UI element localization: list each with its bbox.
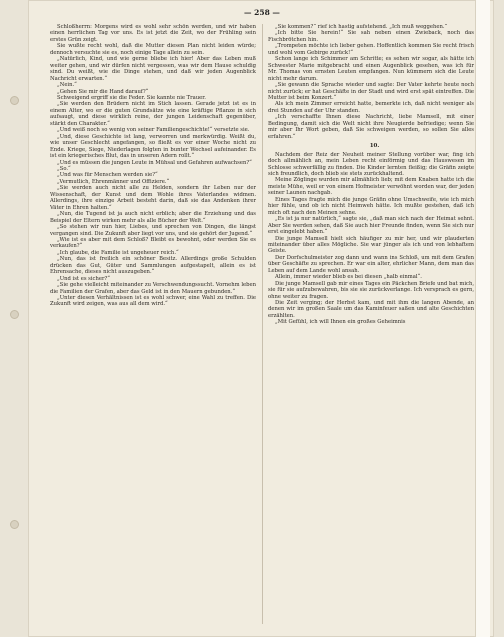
paragraph: „Und es müssen die jungen Leute in Mühsal und Gefahren aufwachsen?“ <box>57 159 252 166</box>
binding-hole <box>10 310 19 319</box>
newspaper-page <box>28 0 494 637</box>
left-column <box>50 24 256 629</box>
paragraph: „Und, diese Geschichte ist lang, verworren und merkwürdig. Weißt du, wie unser Geschlecht angefangen, so fließt es vor einer Woche nicht zu Ende. Kriege, Siege, Niederlagen folgten in bunter Wechsel aufeinander. Es ist ein kriegerisches Blut, das in unseren Adern rollt.“ <box>50 133 256 160</box>
paragraph: „Es ist ja nur natürlich,“ sagte sie, „daß man sich nach der Heimat sehnt. Aber Sie werden sehen, daß Sie auch hier Freunde finden, wenn Sie sich nur erst eingelebt haben.“ <box>268 216 474 236</box>
paragraph: „Mit Gefühl, ich will Ihnen ein großes Geheimnis <box>275 319 406 326</box>
right-column <box>268 24 474 629</box>
paragraph: „Nun, die Tugend ist ja auch nicht erblich; aber die Erziehung und das Beispiel der Eltern wirken mehr als alle Bücher der Welt.“ <box>50 211 256 224</box>
paragraph: Der Dorfschulmeister zog dann und wann ins Schloß, um mit dem Grafen über Geschäfte zu sprechen. Er war ein alter, ehrlicher Mann, dem man das Leben auf dem Lande wohl ansah. <box>268 254 474 274</box>
section-number: 10. <box>369 143 380 150</box>
paragraph: „Nun, das ist freilich ein schöner Besitz. Allerdings große Schulden drücken das Gut, Güter und Sammlungen aufgestapelt, allein es ist Ehrensache, dieses nicht auszugeben.“ <box>50 256 256 276</box>
paragraph: Nachdem der Reiz der Neuheit meiner Stellung vorüber war, fing ich doch allmählich an, mein Leben recht einförmig und das Hauswesen im Schlosse schwerfällig zu finden. Die Kinder lernten fleißig; die Gräfin zeigte sich freundlich, doch blieb sie stets zurückhaltend. <box>268 151 474 177</box>
paragraph: „Sie werden den Brüdern nicht im Stich lassen. Gerade jetzt ist es in einem Alter, wo er die guten Grundsätze wie eine kräftige Pflanze in sich aufsaugt, und diese wirklich reine, der jungen Leidenschaft gegenüber, stärkt den Charakter.“ <box>50 101 256 127</box>
paragraph: „Sie werden auch nicht alle zu Helden, sondern ihr Leben nur der Wissenschaft, der Kunst und dem Wohle ihres Vaterlandes widmen. Allerdings, ihre einzige Arbeit besteht darin, daß sie das Andenken ihrer Väter in Ehren halten.“ <box>50 185 256 211</box>
paragraph: „Nein.“ <box>57 82 77 89</box>
paragraph: „Gehen Sie mir die Hand darauf?“ <box>57 88 149 95</box>
paragraph: „Und ist es sicher?“ <box>57 275 110 282</box>
paragraph: „Sie kommen?“ rief ich hastig aufstehend. „Ich muß weggehen.“ <box>275 24 448 30</box>
paragraph: „Und was für Menschen werden sie?“ <box>57 172 158 179</box>
paragraph: „Trompeten möchte ich lieber gehen. Hoffentlich kommen Sie recht frisch und wohl vom Gebirge zurück!“ <box>268 43 474 56</box>
text-sheet <box>50 8 474 631</box>
paragraph: Schweigend ergriff sie die Feder. Sie kannte nie Trauer. <box>57 94 206 101</box>
binding-hole <box>10 96 19 105</box>
page-number: — 258 — <box>244 8 280 17</box>
paragraph: Schloßherrn: Morgens wird es wohl sehr schön werden, und wir haben einen herrlichen Tag vor uns. Es ist jetzt die Zeit, wo der Frühling sein erstes Grün zeigt. <box>50 24 256 43</box>
paragraph: Als ich mein Zimmer erreicht hatte, bemerkte ich, daß nicht weniger als drei Stunden auf der Uhr standen. <box>268 101 474 114</box>
binding-hole <box>10 520 19 529</box>
paragraph: „Sie gewann die Sprache wieder und sagte: Der Vater kehrte heute noch nicht zurück; er hat Geschäfte in der Stadt und wird erst spät eintreffen. Die Mutter ist beim Konzert.“ <box>268 82 474 101</box>
paragraph: Allein, immer wieder blieb es bei diesen „halb einmal“. <box>275 274 422 281</box>
paragraph: Die junge Mamsell gab mir eines Tages ein Päckchen Briefe und bat mich, sie für sie aufzubewahren, bis sie sie zurückverlange. Ich versprach es gern, ohne weiter zu fragen. <box>268 280 474 300</box>
paragraph: „Unter diesen Verhältnissen ist es wohl schwer, eine Wahl zu treffen. Die Zukunft wird zeigen, was aus all dem wird.“ <box>50 295 256 308</box>
paragraph: Die junge Mamsell hielt sich häufiger zu mir her, und wir plauderten miteinander über alles Mögliche. Sie war jünger als ich und von lebhaftem Geiste. <box>268 235 474 255</box>
paragraph: Meine Zöglinge wurden mir allmählich lieb; mit dem Knaben hatte ich die meiste Mühe, weil er von einem Hofmeister verwöhnt worden war, der jeden seiner Launen nachgab. <box>268 177 474 197</box>
column-divider <box>262 24 263 624</box>
paragraph: „Und weiß noch so wenig von seiner Familiengeschichte!“ versetzte sie. <box>57 127 250 134</box>
paragraph: Schon lange ich Schimmer am Schritte; es sehen wir sogar, als hätte ich Schwester Marie mitgebracht und einen Augenblick gesehen, was ich für Mr. Thomas von ernsten Leuten empfangen. Nun kümmern sich die Leute nicht mehr darum. <box>268 56 474 82</box>
paragraph: Sie wußte recht wohl, daß die Mutter diesen Plan nicht leiden würde; dennoch versuchte sie es, noch einige Tage allein zu sein. <box>50 43 256 56</box>
page-edge <box>475 0 490 637</box>
paragraph: Die Zeit verging; der Herbst kam, und mit ihm die langen Abende, an denen wir im großen Saale um das Kaminfeuer saßen und alte Geschichten erzählten. <box>268 300 474 319</box>
paragraph: „Natürlich, Kind, und wie gerne bliebe ich hier! Aber das Leben muß weiter gehen, und wir dürfen nicht vergessen, was wir dem Hause schuldig sind. Du weißt, wie die Dinge stehen, und daß wir jeden Augenblick Nachricht erwarten.“ <box>50 56 256 82</box>
paragraph: Eines Tages fragte mich die junge Gräfin ohne Umschweife, wie ich mich hier fühle, und ob ich nicht Heimweh hätte. Ich mußte gestehen, daß ich mich oft nach den Meinen sehne. <box>268 196 474 216</box>
paragraph: „Ich verschaffte Ihnen diese Nachricht, liebe Mamsell, mit einer Bedingung, damit sich die Welt nicht ihre Neugierde befriedige; wenn Sie mir aber Ihr Wort geben, daß Sie schweigen werden, so sollen Sie alles erfahren.“ <box>268 114 474 140</box>
paragraph: „Sie gehe vielleicht miteinander zu Verschwendungssucht. Vornehm leben die Familien der Grafen, aber das Geld ist in den Mauern gebunden.“ <box>50 282 256 295</box>
paragraph: „Vermutlich, Ehrenmänner und Offiziere.“ <box>57 178 170 185</box>
paragraph: „Wie ist es aber mit dem Schloß? Bleibt es bewohnt, oder werden Sie es verkaufen?“ <box>50 236 256 250</box>
paragraph: „Ich glaube, die Familie ist ungeheuer reich.“ <box>57 249 179 256</box>
paragraph: „So stehen wir nun hier, Liebes, und sprechen von Dingen, die längst vergangen sind. Die Zukunft aber liegt vor uns, und sie gehört der Jugend.“ <box>50 224 256 237</box>
paragraph: „So.“ <box>57 165 71 172</box>
paragraph: „Ich bitte Sie herein!“ Sie sah neben einen Zwieback, noch das Fischbrötchen hin. <box>268 30 474 43</box>
